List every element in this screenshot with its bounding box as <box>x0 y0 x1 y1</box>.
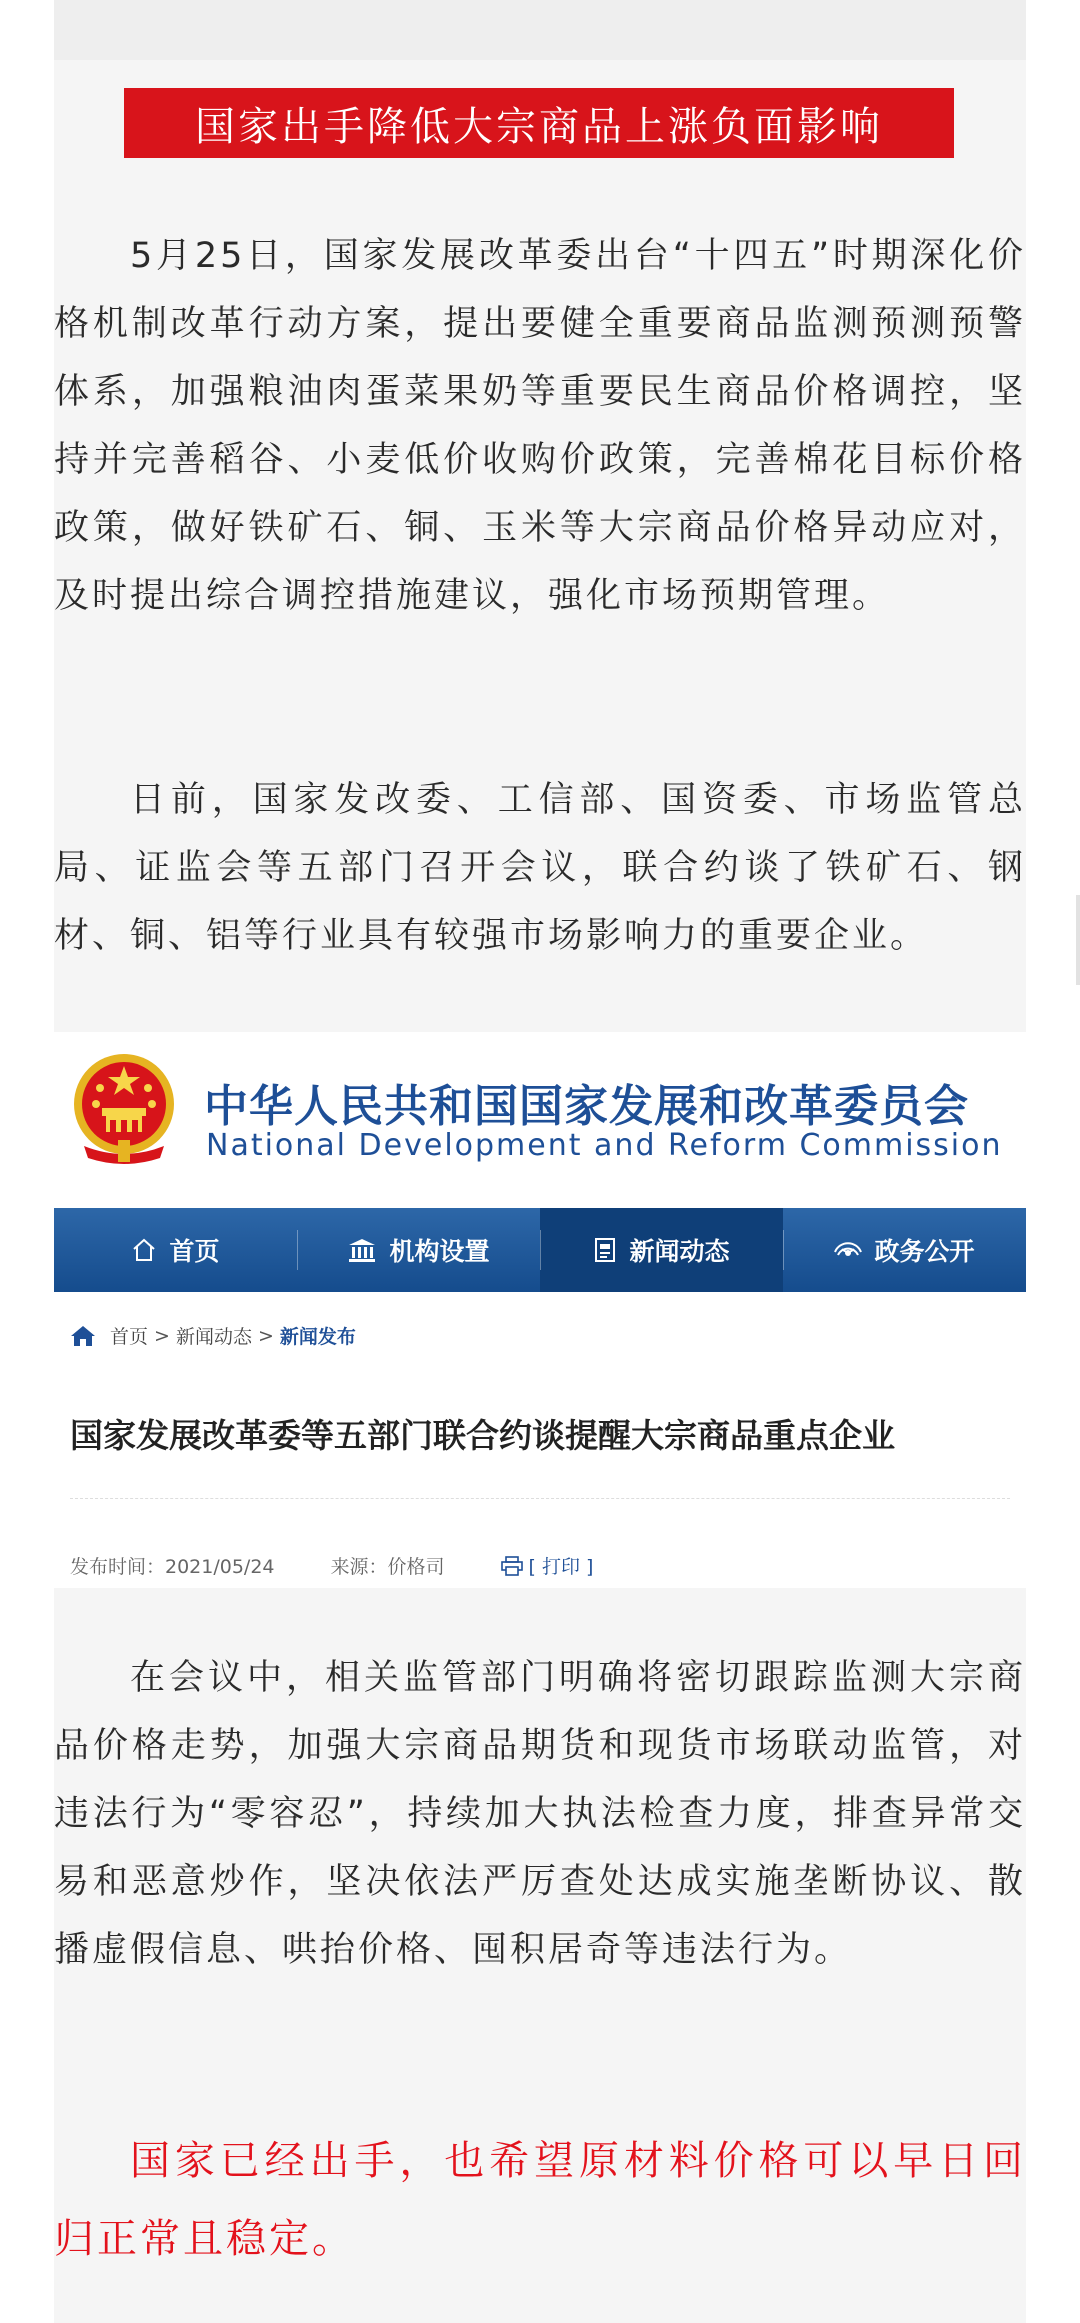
building-icon <box>347 1237 377 1263</box>
breadcrumb-current[interactable]: 新闻发布 <box>279 1326 356 1348</box>
publish-time: 发布时间：2021/05/24 <box>70 1556 275 1578</box>
nav-news-label: 新闻动态 <box>629 1237 730 1266</box>
nav-organization[interactable] <box>297 1208 540 1292</box>
top-strip <box>54 0 1026 60</box>
closing-statement: 国家已经出手，也希望原材料价格可以早日回归正常且稳定。 <box>54 2138 1026 2262</box>
site-nav <box>54 1208 1026 1292</box>
article-column <box>54 0 1026 2323</box>
divider <box>70 1498 1010 1499</box>
breadcrumb-news[interactable]: 新闻动态 <box>175 1326 252 1348</box>
paragraph-2: 日前，国家发改委、工信部、国资委、市场监管总局、证监会等五部门召开会议，联合约谈了铁矿石、钢材、铜、铝等行业具有较强市场影响力的重要企业。 <box>54 780 1026 956</box>
nav-organization-label: 机构设置 <box>389 1237 490 1266</box>
news-icon <box>593 1237 617 1263</box>
nav-gov-affairs[interactable] <box>783 1208 1026 1292</box>
nav-home-label: 首页 <box>169 1237 220 1266</box>
print-link[interactable]: [ 打印 ] <box>528 1556 594 1578</box>
paragraph-1: 5月25日，国家发展改革委出台“十四五”时期深化价格机制改革行动方案，提出要健全重要商品监测预测预警体系，加强粮油肉蛋菜果奶等重要民生商品价格调控，坚持并完善稻谷、小麦低价收购价政策，完善棉花目标价格政策，做好铁矿石、铜、玉米等大宗商品价格异动应对，及时提出综合调控措施建议，强化市场预期管理。 <box>54 236 1026 616</box>
home-icon <box>70 1325 96 1347</box>
article-source: 来源：价格司 <box>330 1556 445 1578</box>
national-emblem-icon <box>70 1050 178 1168</box>
printer-icon[interactable] <box>501 1556 523 1576</box>
headline-banner: 国家出手降低大宗商品上涨负面影响 <box>124 88 954 158</box>
org-name-en: National Development and Reform Commission <box>206 1128 1003 1163</box>
scroll-indicator <box>1076 895 1080 985</box>
breadcrumb <box>70 1322 356 1349</box>
breadcrumb-separator: > <box>257 1324 274 1347</box>
nav-gov-affairs-label: 政务公开 <box>874 1237 975 1266</box>
nav-home[interactable] <box>54 1208 297 1292</box>
ndrc-screenshot <box>54 1032 1026 1588</box>
breadcrumb-separator: > <box>154 1324 170 1347</box>
nav-news[interactable] <box>540 1208 783 1292</box>
article-meta <box>70 1552 593 1579</box>
broadcast-icon <box>834 1237 862 1263</box>
paragraph-3: 在会议中，相关监管部门明确将密切跟踪监测大宗商品价格走势，加强大宗商品期货和现货市场联动监管，对违法行为“零容忍”，持续加大执法检查力度，排查异常交易和恶意炒作，坚决依法严厉查处达成实施垄断协议、散播虚假信息、哄抬价格、囤积居奇等违法行为。 <box>54 1658 1026 1970</box>
breadcrumb-home[interactable]: 首页 <box>110 1326 149 1348</box>
org-name-cn: 中华人民共和国国家发展和改革委员会 <box>204 1081 969 1132</box>
article-title: 国家发展改革委等五部门联合约谈提醒大宗商品重点企业 <box>70 1416 895 1455</box>
home-icon <box>131 1237 157 1263</box>
